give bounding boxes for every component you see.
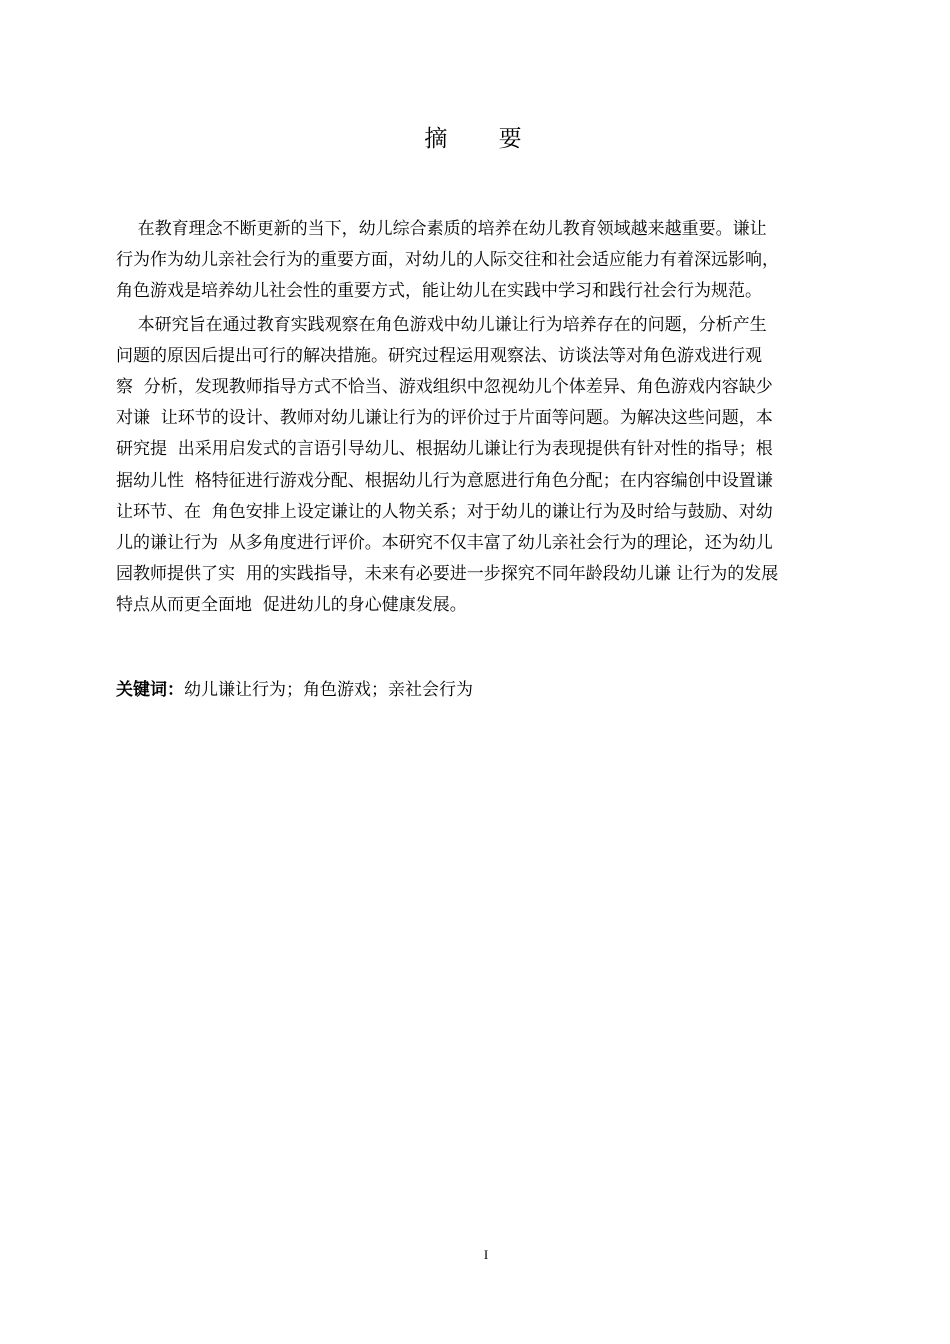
abstract-body	[116, 214, 860, 621]
paragraph-1	[116, 214, 860, 308]
text-line: 在教育理念不断更新的当下，幼儿综合素质的培养在幼儿教育领域越来越重要。谦让	[116, 219, 767, 239]
text-line: 本研究旨在通过教育实践观察在角色游戏中幼儿谦让行为培养存在的问题，分析产生	[116, 314, 767, 335]
text-line: 特点从而更全面地 促进幼儿的身心健康发展。	[116, 595, 467, 616]
paragraph-2	[116, 310, 860, 622]
keywords-label: 关键词：	[116, 680, 184, 700]
abstract-title: 摘 要	[424, 126, 544, 152]
text-line: 据幼儿性 格特征进行游戏分配、根据幼儿行为意愿进行角色分配；在内容编创中设置谦	[116, 470, 773, 491]
text-line: 角色游戏是培养幼儿社会性的重要方式，能让幼儿在实践中学习和践行社会行为规范。	[116, 281, 762, 302]
keywords-line	[116, 675, 860, 706]
text-line: 园教师提供了实 用的实践指导，未来有必要进一步探究不同年龄段幼儿谦 让行为的发展	[116, 564, 779, 585]
text-line: 对谦 让环节的设计、教师对幼儿谦让行为的评价过于片面等问题。为解决这些问题，本	[116, 408, 773, 429]
text-line: 察 分析，发现教师指导方式不恰当、游戏组织中忽视幼儿个体差异、角色游戏内容缺少	[116, 376, 773, 397]
text-line: 儿的谦让行为 从多角度进行评价。本研究不仅丰富了幼儿亲社会行为的理论，还为幼儿	[116, 532, 773, 553]
keywords-value: 幼儿谦让行为；角色游戏；亲社会行为	[184, 680, 473, 700]
text-line: 行为作为幼儿亲社会行为的重要方面，对幼儿的人际交往和社会适应能力有着深远影响，	[116, 250, 779, 271]
text-line: 让环节、在 角色安排上设定谦让的人物关系；对于幼儿的谦让行为及时给与鼓励、对幼	[116, 501, 773, 522]
page-number: I	[483, 1247, 489, 1262]
text-line: 问题的原因后提出可行的解决措施。研究过程运用观察法、访谈法等对角色游戏进行观	[116, 345, 762, 366]
text-line: 研究提 出采用启发式的言语引导幼儿、根据幼儿谦让行为表现提供有针对性的指导；根	[116, 439, 773, 460]
